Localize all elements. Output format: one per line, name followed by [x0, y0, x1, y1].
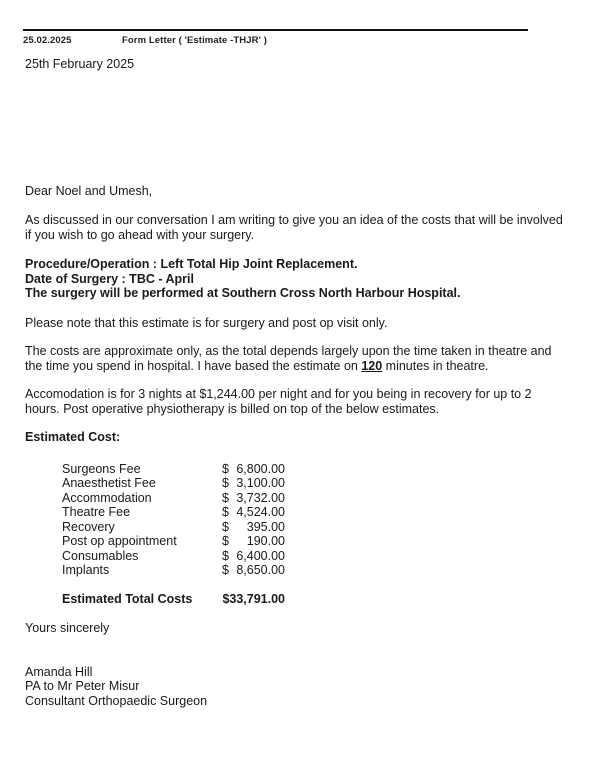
cost-amount: 6,800.00 [236, 461, 285, 476]
letter-body [0, 57, 601, 708]
total-row [62, 592, 585, 607]
cost-amount: 3,732.00 [236, 490, 285, 505]
signature-role: PA to Mr Peter Misur [25, 679, 140, 693]
table-row [62, 549, 585, 564]
costs-line2-prefix: the time you spend in hospital. I have based the estimate on [25, 358, 362, 373]
cost-amount: 8,650.00 [236, 563, 285, 577]
cost-item-label: Surgeons Fee [62, 461, 141, 476]
table-row [62, 491, 585, 506]
currency-symbol: $ [222, 476, 229, 490]
cost-amount: 190.00 [246, 534, 285, 548]
cost-amount: 6,400.00 [236, 548, 285, 563]
signature-title: Consultant Orthopaedic Surgeon [25, 693, 208, 708]
costs-line2-suffix: minutes in theatre. [382, 358, 489, 373]
cost-item-label: Recovery [62, 519, 115, 534]
note-paragraph [25, 316, 585, 331]
procedure-block [25, 257, 585, 301]
signature-name: Amanda Hill [25, 664, 93, 679]
print-header-title: Form Letter ( 'Estimate -THJR' ) [122, 35, 267, 46]
currency-symbol: $ [222, 563, 229, 577]
cost-table [62, 462, 585, 578]
currency-symbol: $ [222, 534, 229, 548]
currency-symbol: $ [222, 505, 229, 519]
cost-amount: 3,100.00 [236, 476, 285, 490]
paragraph-line: if you wish to go ahead with your surgery. [25, 227, 255, 242]
table-row [62, 563, 585, 578]
cost-item-label: Theatre Fee [62, 505, 131, 519]
intro-paragraph [25, 213, 585, 242]
currency-symbol: $ [222, 461, 229, 476]
procedure-line: Procedure/Operation : Left Total Hip Joint Replacement. [25, 257, 358, 271]
total-amount: $33,791.00 [222, 591, 285, 606]
cost-item-label: Anaesthetist Fee [62, 476, 156, 490]
paragraph-line: The costs are approximate only, as the total depends largely upon the time taken in theatre and [25, 344, 552, 358]
cost-item-label: Implants [62, 563, 110, 577]
paragraph-line: Please note that this estimate is for surgery and post op visit only. [25, 315, 388, 330]
print-header [23, 35, 601, 46]
salutation: Dear Noel and Umesh, [25, 183, 153, 198]
table-row [62, 534, 585, 549]
surgery-date-line: Date of Surgery : TBC - April [25, 271, 194, 286]
costs-paragraph [25, 344, 585, 373]
cost-item-label: Post op appointment [62, 534, 177, 548]
table-row [62, 520, 585, 535]
print-header-date: 25.02.2025 [23, 35, 72, 46]
header-divider [23, 29, 528, 31]
table-row [62, 505, 585, 520]
cost-amount: 395.00 [246, 519, 285, 534]
hospital-line: The surgery will be performed at Southern Cross North Harbour Hospital. [25, 286, 461, 300]
cost-item-label: Consumables [62, 548, 139, 563]
total-label: Estimated Total Costs [62, 591, 193, 606]
accommodation-paragraph [25, 387, 585, 416]
paragraph-line [25, 359, 585, 374]
currency-symbol: $ [222, 548, 229, 563]
letter-date: 25th February 2025 [25, 57, 135, 71]
table-row [62, 476, 585, 491]
cost-item-label: Accommodation [62, 490, 152, 505]
theatre-minutes: 120 [361, 358, 383, 373]
estimated-cost-heading: Estimated Cost: [25, 430, 121, 444]
closing: Yours sincerely [25, 621, 110, 635]
paragraph-line: hours. Post operative physiotherapy is billed on top of the below estimates. [25, 401, 440, 416]
signature-block [25, 665, 585, 709]
paragraph-line: As discussed in our conversation I am writing to give you an idea of the costs that will be involved [25, 213, 563, 227]
currency-symbol: $ [222, 490, 229, 505]
table-row [62, 462, 585, 477]
paragraph-line: Accomodation is for 3 nights at $1,244.00 per night and for you being in recovery for up to 2 [25, 387, 532, 401]
currency-symbol: $ [222, 519, 229, 534]
cost-amount: 4,524.00 [236, 505, 285, 519]
